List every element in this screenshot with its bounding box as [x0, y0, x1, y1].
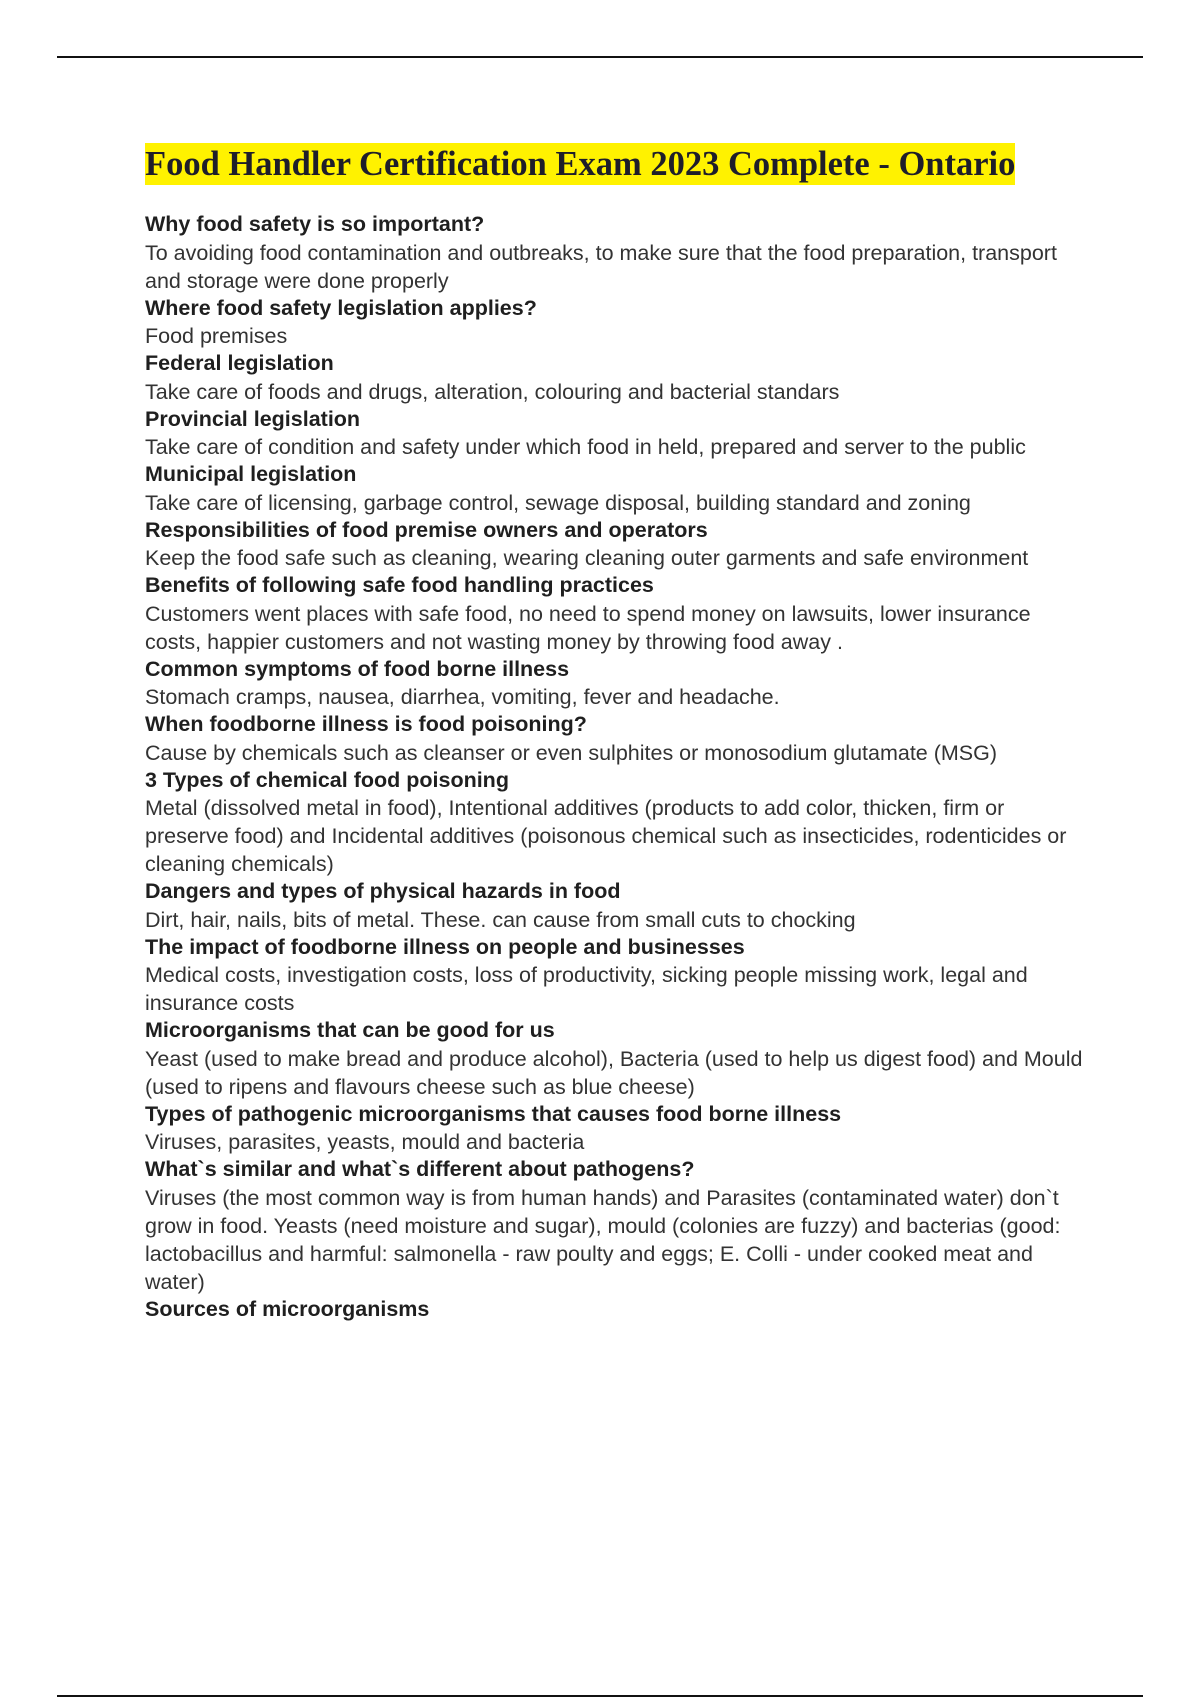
- answer-2: Food premises: [145, 324, 288, 348]
- answer-10: Metal (dissolved metal in food), Intentional additives (products to add color, thicken, firm or preserve food) and Incidental additives (poisonous chemical such as insecticides, rodenticides or cleaning chemicals): [145, 796, 1067, 876]
- answer-15: Viruses (the most common way is from human hands) and Parasites (contaminated water) don`t grow in food. Yeasts (need moisture and sugar), mould (colonies are fuzzy) and bacterias (good: lactobacillus and harmful: salmonella - raw poulty and eggs; E. Colli - under cooked meat and water): [145, 1185, 1061, 1294]
- question-8: Common symptoms of food borne illness: [145, 656, 570, 681]
- answer-8: Stomach cramps, nausea, diarrhea, vomiting, fever and headache.: [145, 685, 780, 709]
- question-16: Sources of microorganisms: [145, 1296, 430, 1321]
- question-13: Microorganisms that can be good for us: [145, 1018, 555, 1042]
- question-2: Where food safety legislation applies?: [145, 295, 537, 320]
- answer-11: Dirt, hair, nails, bits of metal. These. can cause from small cuts to chocking: [145, 907, 856, 932]
- answer-9: Cause by chemicals such as cleanser or even sulphites or monosodium glutamate (MSG): [145, 740, 998, 765]
- question-4: Provincial legislation: [145, 406, 361, 431]
- question-11: Dangers and types of physical hazards in food: [145, 879, 621, 903]
- answer-12: Medical costs, investigation costs, loss of productivity, sicking people missing work, legal and insurance costs: [145, 963, 1028, 1015]
- answer-7: Customers went places with safe food, no need to spend money on lawsuits, lower insurance costs, happier customers and not wasting money by throwing food away .: [145, 601, 1031, 654]
- question-1: Why food safety is so important?: [145, 212, 485, 236]
- question-3: Federal legislation: [145, 351, 334, 375]
- answer-6: Keep the food safe such as cleaning, wearing cleaning outer garments and safe environment: [145, 546, 1029, 570]
- answer-14: Viruses, parasites, yeasts, mould and bacteria: [145, 1130, 585, 1154]
- question-5: Municipal legislation: [145, 462, 357, 486]
- question-12: The impact of foodborne illness on people and businesses: [145, 934, 745, 959]
- answer-4: Take care of condition and safety under which food in held, prepared and server to the public: [145, 435, 1026, 459]
- bottom-rule: [57, 1695, 1143, 1697]
- question-7: Benefits of following safe food handling practices: [145, 573, 654, 597]
- question-9: When foodborne illness is food poisoning?: [145, 712, 587, 736]
- document-page: [145, 143, 1090, 1323]
- question-10: 3 Types of chemical food poisoning: [145, 767, 509, 792]
- answer-13: Yeast (used to make bread and produce alcohol), Bacteria (used to help us digest food) and Mould (used to ripens and flavours cheese such as blue cheese): [145, 1046, 1083, 1099]
- top-rule: [57, 56, 1143, 58]
- document-title: Food Handler Certification Exam 2023 Complete - Ontario: [145, 145, 1016, 183]
- answer-5: Take care of licensing, garbage control, sewage disposal, building standard and zoning: [145, 490, 971, 515]
- question-14: Types of pathogenic microorganisms that causes food borne illness: [145, 1101, 842, 1126]
- answer-3: Take care of foods and drugs, alteration, colouring and bacterial standars: [145, 379, 840, 404]
- answer-1: To avoiding food contamination and outbreaks, to make sure that the food preparation, transport and storage were done properly: [145, 240, 1057, 293]
- question-15: What`s similar and what`s different about pathogens?: [145, 1157, 695, 1181]
- qa-list: [145, 211, 1090, 1323]
- question-6: Responsibilities of food premise owners and operators: [145, 517, 708, 542]
